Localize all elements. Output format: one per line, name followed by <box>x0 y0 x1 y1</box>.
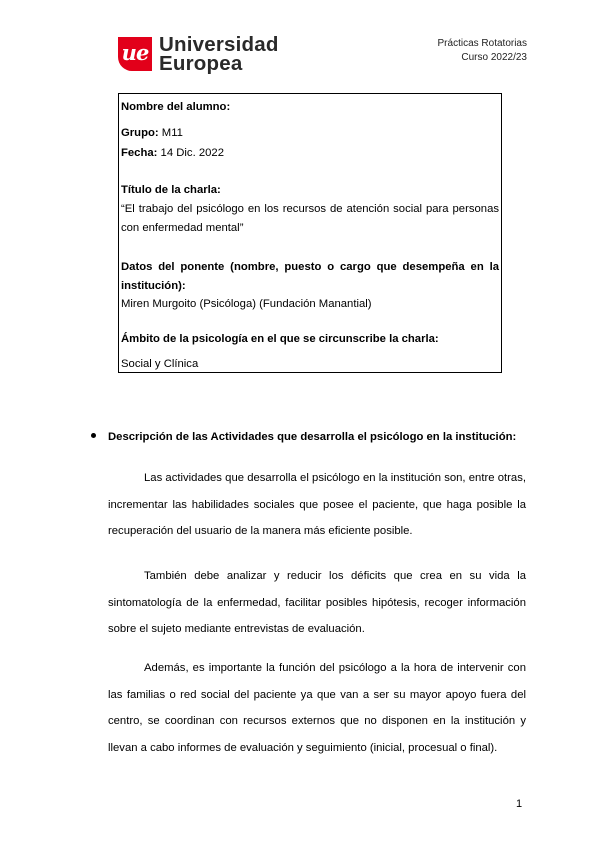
group-row <box>121 126 183 140</box>
course-title: Prácticas Rotatorias <box>437 38 527 49</box>
paragraph-1: Las actividades que desarrolla el psicólogo en la institución son, entre otras, incrementar las habilidades sociales que posee el paciente, que haga posible la recuperación del usuario de la manera más eficiente posible. <box>108 472 526 537</box>
university-logo <box>118 35 279 73</box>
student-name-label: Nombre del alumno: <box>121 101 231 113</box>
speaker-label: Datos del ponente (nombre, puesto o cargo que desempeña en la institución): <box>121 261 499 292</box>
logo-line-1: Universidad <box>159 33 279 56</box>
area-value: Social y Clínica <box>121 358 199 370</box>
area-label: Ámbito de la psicología en el que se circunscribe la charla: <box>121 333 439 345</box>
talk-title-value: “El trabajo del psicólogo en los recursos de atención social para personas con enfermedad mental” <box>121 203 499 234</box>
logo-text <box>159 35 279 73</box>
section-title: Descripción de las Actividades que desarrolla el psicólogo en la institución: <box>108 431 517 443</box>
date-label: Fecha: <box>121 147 158 159</box>
speaker-value: Miren Murgoito (Psicóloga) (Fundación Manantial) <box>121 298 372 310</box>
group-value: M11 <box>158 127 183 139</box>
group-label: Grupo: <box>121 127 159 139</box>
date-row <box>121 146 224 160</box>
course-header <box>438 37 527 65</box>
bullet-icon <box>91 433 96 438</box>
talk-title-label: Título de la charla: <box>121 184 221 196</box>
logo-mark: ue <box>118 37 152 71</box>
paragraph-2: También debe analizar y reducir los déficits que crea en su vida la sintomatología de la enfermedad, facilitar posibles hipótesis, recoger información sobre el sujeto mediante entrevistas de evaluación. <box>108 570 526 635</box>
page-number: 1 <box>516 798 523 810</box>
date-value: 14 Dic. 2022 <box>157 147 224 159</box>
logo-line-2: Europea <box>159 52 243 75</box>
course-year: Curso 2022/23 <box>461 52 527 63</box>
paragraph-3: Además, es importante la función del psicólogo a la hora de intervenir con las familias o red social del paciente ya que van a ser su mayor apoyo fuera del centro, se coordinan con recursos externos que no disponen en la institución y llevan a cabo informes de evaluación y seguimiento (inicial, procesual o final). <box>108 662 526 754</box>
